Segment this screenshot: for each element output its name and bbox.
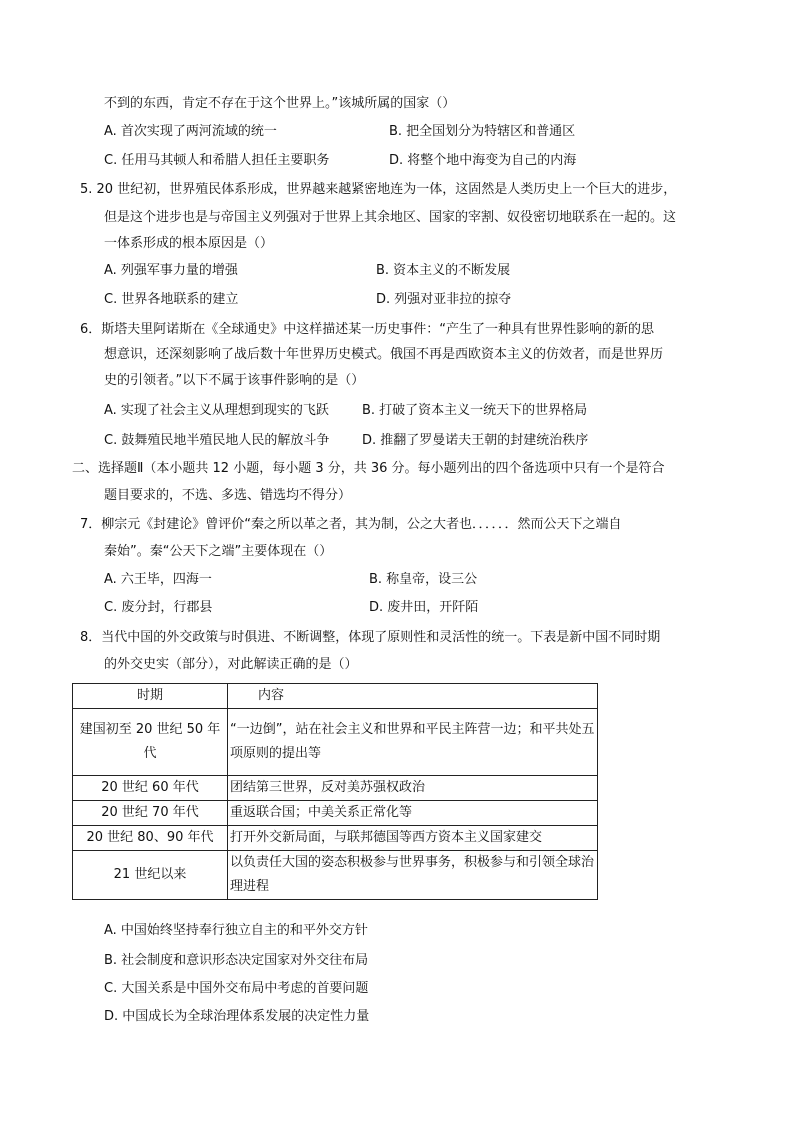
q5-option-d[interactable]: D. 列强对亚非拉的掠夺 — [376, 292, 512, 307]
table-cell-content: 团结第三世界，反对美苏强权政治 — [228, 776, 598, 801]
q5-option-a[interactable]: A. 列强军事力量的增强 — [104, 263, 238, 278]
q8-option-a[interactable]: A. 中国始终坚持奉行独立自主的和平外交方针 — [104, 923, 368, 938]
q6-stem-line-2: 想意识，还深刻影响了战后数十年世界历史模式。俄国不再是西欧资本主义的仿效者，而是世界历 — [104, 347, 664, 362]
q7-stem-line-1: 7．柳宗元《封建论》曾评价“秦之所以革之者，其为制，公之大者也．．．．．．然而公天下之端自 — [80, 517, 622, 532]
q8-option-b[interactable]: B. 社会制度和意识形态决定国家对外交往布局 — [104, 953, 369, 968]
q7-stem-line-2: 秦始”。秦“公天下之端”主要体现在（） — [104, 544, 333, 559]
q7-option-a[interactable]: A. 六王毕，四海一 — [104, 572, 212, 587]
q4-option-d[interactable]: D. 将整个地中海变为自己的内海 — [389, 153, 577, 168]
section-2-heading-line-2: 题目要求的，不选、多选、错选均不得分） — [104, 488, 352, 503]
q6-option-c[interactable]: C. 鼓舞殖民地半殖民地人民的解放斗争 — [104, 433, 330, 448]
table-cell-content: 以负责任大国的姿态积极参与世界事务，积极参与和引领全球治理进程 — [228, 851, 598, 900]
table-row — [73, 709, 598, 776]
table-row — [73, 826, 598, 851]
foreign-policy-table — [72, 683, 598, 900]
table-cell-period: 20 世纪 80、90 年代 — [73, 826, 228, 851]
table-header-row — [73, 684, 598, 709]
table-cell-period: 20 世纪 60 年代 — [73, 776, 228, 801]
table-cell-period: 20 世纪 70 年代 — [73, 801, 228, 826]
q7-option-b[interactable]: B. 称皇帝，设三公 — [369, 572, 478, 587]
table-cell-period: 建国初至 20 世纪 50 年代 — [73, 709, 228, 776]
table-cell-content: “一边倒”，站在社会主义和世界和平民主阵营一边；和平共处五项原则的提出等 — [228, 709, 598, 776]
q5-stem-line-2: 但是这个进步也是与帝国主义列强对于世界上其余地区、国家的宰割、奴役密切地联系在一起的。这 — [104, 210, 677, 225]
table-header-content: 内容 — [228, 684, 598, 709]
table-row — [73, 801, 598, 826]
q4-option-b[interactable]: B. 把全国划分为特辖区和普通区 — [389, 124, 576, 139]
q7-option-c[interactable]: C. 废分封，行郡县 — [104, 600, 213, 615]
q8-stem-line-1: 8．当代中国的外交政策与时俱进、不断调整，体现了原则性和灵活性的统一。下表是新中国不同时期 — [80, 630, 661, 645]
q8-stem-line-2: 的外交史实（部分），对此解读正确的是（） — [104, 657, 358, 672]
table-header-period: 时期 — [73, 684, 228, 709]
q6-stem-line-3: 史的引领者。”以下不属于该事件影响的是（） — [104, 373, 365, 388]
q4-option-a[interactable]: A. 首次实现了两河流域的统一 — [104, 124, 277, 139]
q8-option-d[interactable]: D. 中国成长为全球治理体系发展的决定性力量 — [104, 1009, 370, 1024]
q7-option-d[interactable]: D. 废井田，开阡陌 — [369, 600, 479, 615]
q6-option-a[interactable]: A. 实现了社会主义从理想到现实的飞跃 — [104, 403, 329, 418]
q6-stem-line-1: 6．斯塔夫里阿诺斯在《全球通史》中这样描述某一历史事件：“产生了一种具有世界性影响的新的思 — [80, 322, 655, 337]
q4-option-c[interactable]: C. 任用马其顿人和希腊人担任主要职务 — [104, 153, 330, 168]
q5-option-b[interactable]: B. 资本主义的不断发展 — [376, 263, 511, 278]
section-2-heading-line-1: 二、选择题Ⅱ（本小题共 12 小题，每小题 3 分，共 36 分。每小题列出的四个备选项中只有一个是符合 — [72, 461, 665, 476]
q6-option-b[interactable]: B. 打破了资本主义一统天下的世界格局 — [362, 403, 588, 418]
q5-stem-line-3: 一体系形成的根本原因是（） — [104, 236, 274, 251]
q5-option-c[interactable]: C. 世界各地联系的建立 — [104, 292, 239, 307]
q4-stem-continuation: 不到的东西，肯定不存在于这个世界上。”该城所属的国家（） — [104, 96, 456, 111]
table-cell-content: 打开外交新局面，与联邦德国等西方资本主义国家建交 — [228, 826, 598, 851]
q6-option-d[interactable]: D. 推翻了罗曼诺夫王朝的封建统治秩序 — [362, 433, 589, 448]
table-cell-period: 21 世纪以来 — [73, 851, 228, 900]
table-cell-content: 重返联合国；中美关系正常化等 — [228, 801, 598, 826]
q5-stem-line-1: 5. 20 世纪初，世界殖民体系形成，世界越来越紧密地连为一体，这固然是人类历史上一个巨大的进步， — [80, 182, 677, 197]
table-row — [73, 776, 598, 801]
q8-option-c[interactable]: C. 大国关系是中国外交布局中考虑的首要问题 — [104, 981, 369, 996]
table-row — [73, 851, 598, 900]
